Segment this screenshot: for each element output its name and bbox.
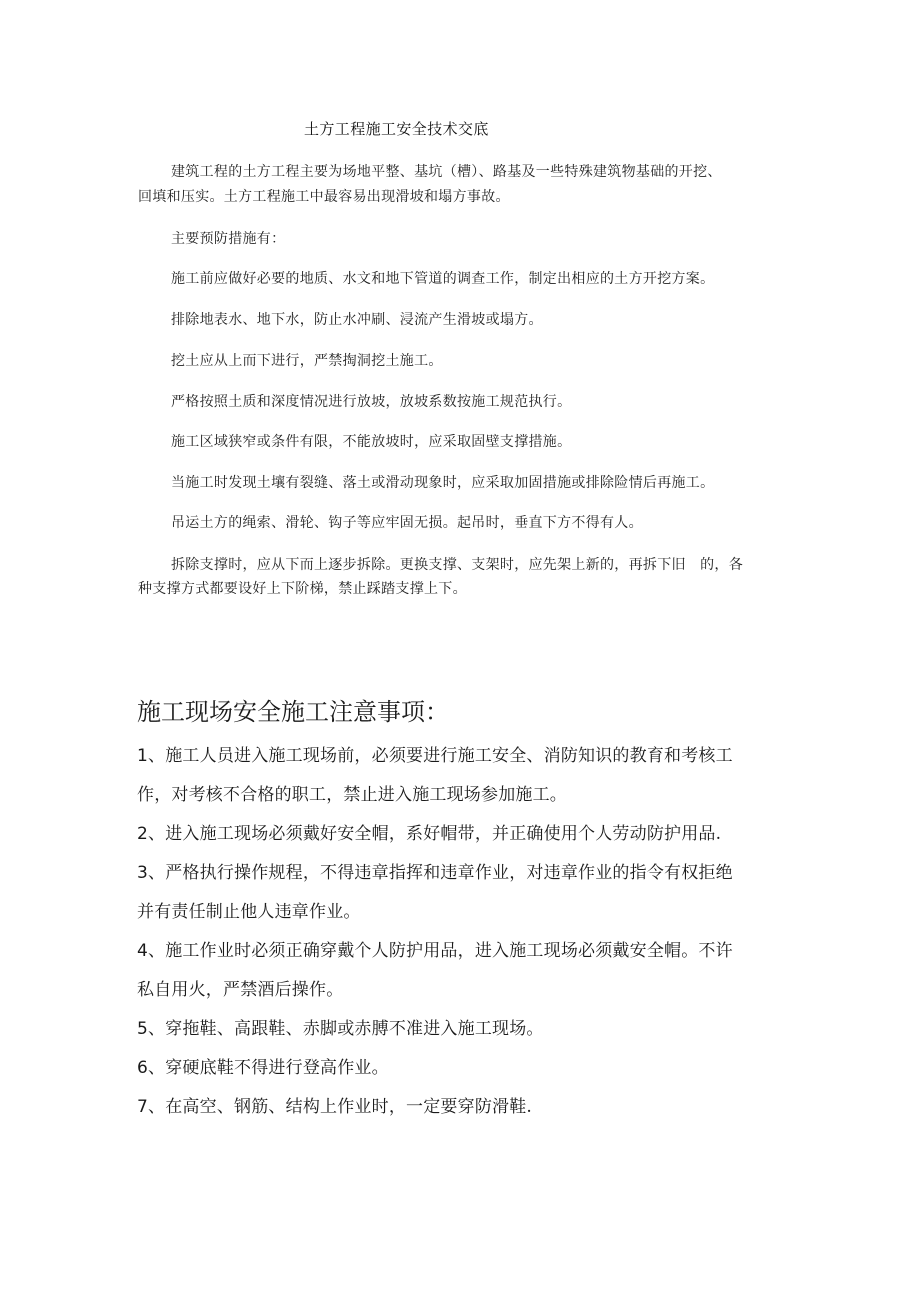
list-item bbox=[137, 1099, 532, 1116]
item-text: 、施工作业时必须正确穿戴个人防护用品，进入施工现场必须戴安全帽。不许 bbox=[148, 941, 733, 961]
measures-heading: 主要预防措施有： bbox=[171, 231, 286, 247]
measure-item: 严格按照土质和深度情况进行放坡，放坡系数按施工规范执行。 bbox=[171, 394, 572, 410]
item-text: 、穿拖鞋、高跟鞋、赤脚或赤膊不准进入施工现场。 bbox=[148, 1019, 544, 1039]
list-item-continuation: 作，对考核不合格的职工，禁止进入施工现场参加施工。 bbox=[137, 785, 567, 805]
measure-item: 施工前应做好必要的地质、水文和地下管道的调查工作，制定出相应的土方开挖方案。 bbox=[171, 271, 715, 287]
measure-item: 施工区域狭窄或条件有限，不能放坡时，应采取固壁支撑措施。 bbox=[171, 434, 572, 450]
list-item bbox=[137, 1021, 544, 1038]
list-item bbox=[137, 1060, 389, 1077]
list-item bbox=[137, 943, 733, 960]
measure-item: 挖土应从上而下进行，严禁掏洞挖土施工。 bbox=[171, 353, 443, 369]
item-number: 1 bbox=[137, 746, 149, 766]
list-item bbox=[137, 865, 733, 882]
list-item bbox=[137, 826, 721, 843]
section2-title: 施工现场安全施工注意事项： bbox=[137, 698, 449, 726]
intro-line-2: 回填和压实。土方工程施工中最容易出现滑坡和塌方事故。 bbox=[138, 189, 510, 205]
section1-title: 土方工程施工安全技术交底 bbox=[304, 120, 489, 138]
item-text: 、严格执行操作规程，不得违章指挥和违章作业，对违章作业的指令有权拒绝 bbox=[148, 863, 733, 883]
last-paragraph-line-2: 种支撑方式都要设好上下阶梯，禁止踩踏支撑上下。 bbox=[138, 581, 467, 597]
list-item-continuation: 并有责任制止他人违章作业。 bbox=[137, 902, 361, 922]
measure-item: 当施工时发现土壤有裂缝、落土或滑动现象时，应采取加固措施或排除险情后再施工。 bbox=[171, 475, 715, 491]
item-text: 、施工人员进入施工现场前，必须要进行施工安全、消防知识的教育和考核工 bbox=[148, 746, 733, 766]
item-number: 4 bbox=[137, 941, 149, 961]
measure-item: 排除地表水、地下水，防止水冲刷、浸流产生滑坡或塌方。 bbox=[171, 312, 543, 328]
measure-item: 吊运土方的绳索、滑轮、钩子等应牢固无损。起吊时，垂直下方不得有人。 bbox=[171, 515, 643, 531]
item-number: 3 bbox=[137, 863, 149, 883]
last-paragraph-line-1: 拆除支撑时，应从下而上逐步拆除。更换支撑、支架时，应先架上新的，再拆下旧 的，各 bbox=[171, 557, 743, 573]
list-item bbox=[137, 748, 733, 765]
intro-line-1: 建筑工程的土方工程主要为场地平整、基坑（槽）、路基及一些特殊建筑物基础的开挖、 bbox=[171, 164, 722, 180]
item-text: 、穿硬底鞋不得进行登高作业。 bbox=[148, 1058, 389, 1078]
item-number: 5 bbox=[137, 1019, 149, 1039]
item-text: 、在高空、钢筋、结构上作业时，一定要穿防滑鞋. bbox=[148, 1097, 533, 1117]
item-number: 2 bbox=[137, 824, 149, 844]
item-number: 6 bbox=[137, 1058, 149, 1078]
item-number: 7 bbox=[137, 1097, 149, 1117]
list-item-continuation: 私自用火，严禁酒后操作。 bbox=[137, 980, 344, 1000]
item-text: 、进入施工现场必须戴好安全帽，系好帽带，并正确使用个人劳动防护用品. bbox=[148, 824, 722, 844]
